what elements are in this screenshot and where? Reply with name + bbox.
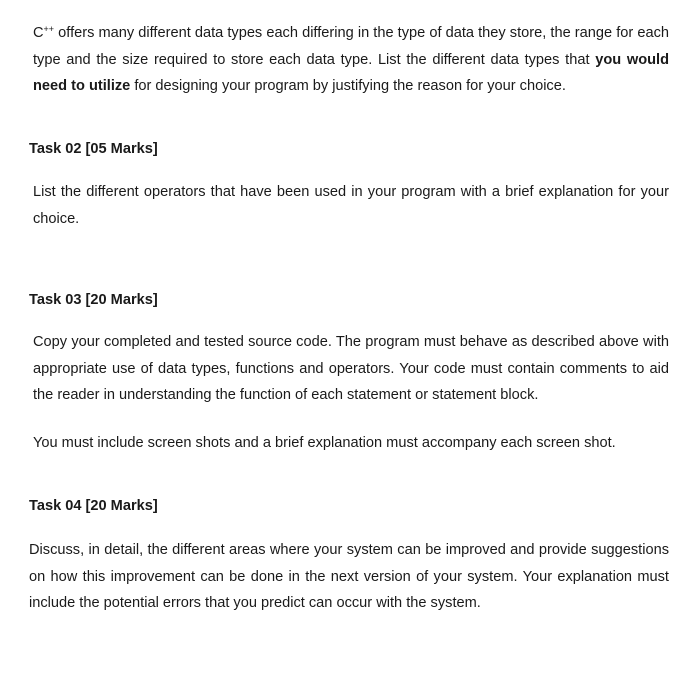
intro-text-b: for designing your program by justifying the reason for your choice. [130, 78, 566, 94]
intro-paragraph [33, 20, 669, 100]
task02-body: List the different operators that have been used in your program with a brief explanation for your choice. [33, 184, 669, 227]
task03-heading: Task 03 [20 Marks] [29, 292, 158, 308]
cpp-letter: C [33, 25, 44, 41]
cpp-superscript: ++ [43, 24, 55, 34]
task04-heading: Task 04 [20 Marks] [29, 498, 158, 514]
intro-bold-phrase: you would need to utilize [33, 51, 669, 94]
task03-note: You must include screen shots and a brief explanation must accompany each screen shot. [33, 435, 616, 451]
task04-body: Discuss, in detail, the different areas where your system can be improved and provide suggestions on how this improvement can be done in the next version of your system. Your explanation must include the potential errors that you predict can occur with the system. [29, 542, 669, 611]
intro-text-a: offers many different data types each differing in the type of data they store, the range for each type and the size required to store each data type. List the different data types that [33, 25, 669, 68]
task03-body: Copy your completed and tested source code. The program must behave as described above with appropriate use of data types, functions and operators. Your code must contain comments to aid the reader in understanding the function of each statement or statement block. [33, 334, 669, 403]
task02-heading: Task 02 [05 Marks] [29, 141, 158, 157]
